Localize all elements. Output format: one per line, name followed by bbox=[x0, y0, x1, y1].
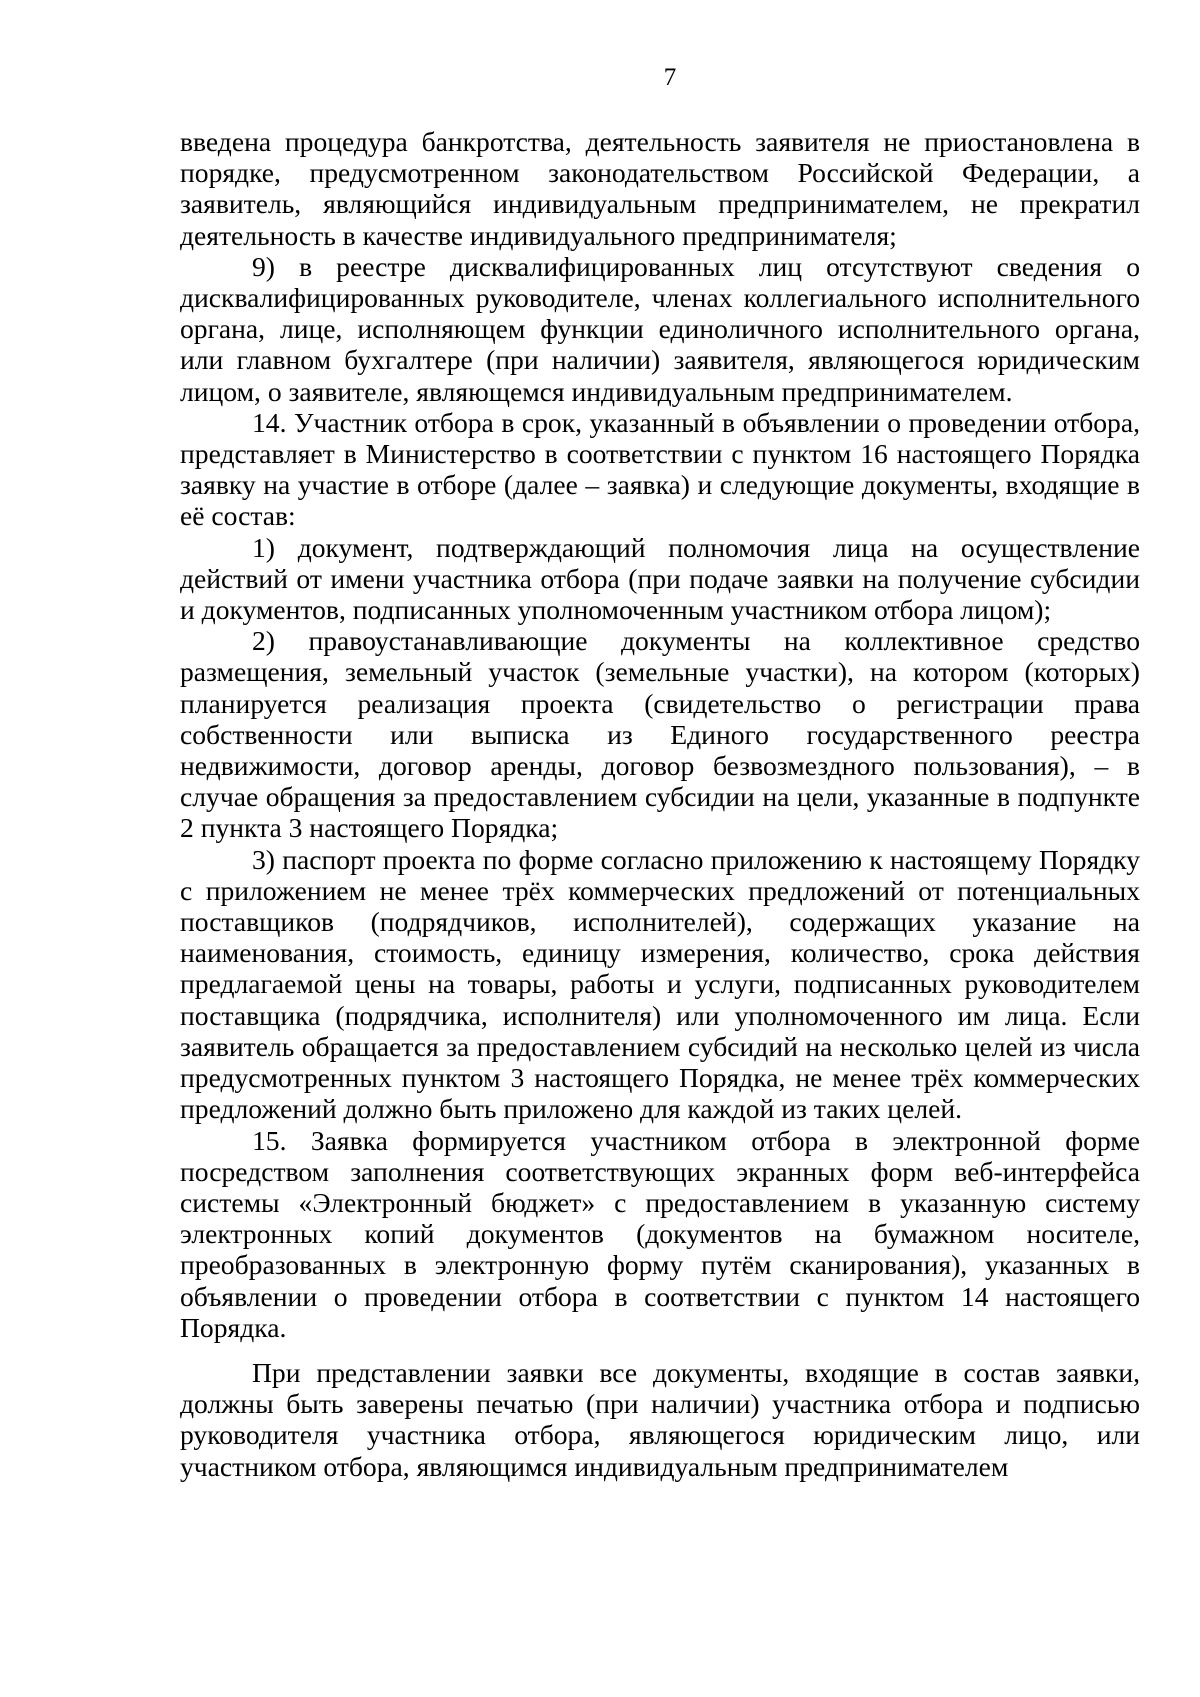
paragraph-section-15-continued: При представлении заявки все документы, входящие в состав заявки, должны быть заверены печатью (при наличии) участника отбора и подписью руководителя участника отбора, являющегося юридическим лицо, или участником отбора, являющимся индивидуальным предпринимателем bbox=[180, 1356, 1140, 1482]
paragraph-item-9: 9) в реестре дисквалифицированных лиц отсутствуют сведения о дисквалифицированных руководителе, членах коллегиального исполнительного органа, лице, исполняющем функции единоличного исполнительного органа, или главном бухгалтере (при наличии) заявителя, являющегося юридическим лицом, о заявителе, являющемся индивидуальным предпринимателем. bbox=[180, 250, 1140, 407]
paragraph-item-14-1: 1) документ, подтверждающий полномочия лица на осуществление действий от имени участника отбора (при подаче заявки на получение субсидии и документов, подписанных уполномоченным участником отбора лицом); bbox=[180, 531, 1140, 626]
document-body bbox=[180, 126, 1140, 1482]
paragraph-section-15: 15. Заявка формируется участником отбора в электронной форме посредством заполнения соответствующих экранных форм веб-интерфейса системы «Электронный бюджет» с предоставлением в указанную систему электронных копий документов (документов на бумажном носителе, преобразованных в электронную форму путём сканирования), указанных в объявлении о проведении отбора в соответствии с пунктом 14 настоящего Порядка. bbox=[180, 1124, 1140, 1343]
paragraph-continuation: введена процедура банкротства, деятельность заявителя не приостановлена в порядке, предусмотренном законодательством Российской Федерации, а заявитель, являющийся индивидуальным предпринимателем, не прекратил деятельность в качестве индивидуального предпринимателя; bbox=[180, 126, 1140, 251]
paragraph-item-14-2: 2) правоустанавливающие документы на коллективное средство размещения, земельный участок (земельные участки), на котором (которых) планируется реализация проекта (свидетельство о регистрации права собственности или выписка из Единого государственного реестра недвижимости, договор аренды, договор безвозмездного пользования), – в случае обращения за предоставлением субсидии на цели, указанные в подпункте 2 пункта 3 настоящего Порядка; bbox=[180, 625, 1140, 844]
paragraph-item-14-3: 3) паспорт проекта по форме согласно приложению к настоящему Порядку с приложением не менее трёх коммерческих предложений от потенциальных поставщиков (подрядчиков, исполнителей), содержащих указание на наименования, стоимость, единицу измерения, количество, срока действия предлагаемой цены на товары, работы и услуги, подписанных руководителем поставщика (подрядчика, исполнителя) или уполномоченного им лица. Если заявитель обращается за предоставлением субсидий на несколько целей из числа предусмотренных пунктом 3 настоящего Порядка, не менее трёх коммерческих предложений должно быть приложено для каждой из таких целей. bbox=[180, 843, 1140, 1125]
page-number: 7 bbox=[663, 64, 677, 91]
paragraph-section-14: 14. Участник отбора в срок, указанный в объявлении о проведении отбора, представляет в Министерство в соответствии с пунктом 16 настоящего Порядка заявку на участие в отборе (далее – заявка) и следующие документы, входящие в её состав: bbox=[180, 406, 1140, 532]
